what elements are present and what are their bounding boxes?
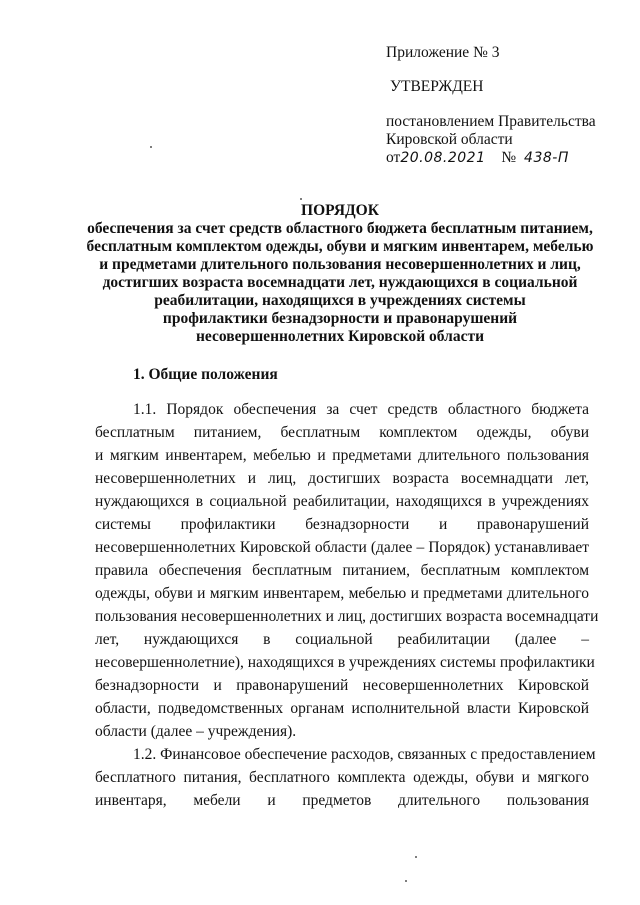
decree-number-handwritten: 438-П — [524, 150, 569, 166]
title-line-2: бесплатным комплектом одежды, обуви и мягким инвентарем, мебелью — [86, 238, 594, 255]
scan-speck — [415, 856, 417, 858]
decree-line-1: постановлением Правительства — [386, 113, 596, 130]
document-title: ПОРЯДОК — [301, 202, 379, 219]
paragraph-line: нуждающихся в социальной реабилитации, находящихся в учреждениях — [95, 493, 589, 510]
appendix-label: Приложение № 3 — [386, 44, 500, 61]
title-line-4: достигших возраста восемнадцати лет, нуждающихся в социальной — [102, 274, 578, 291]
scan-speck — [150, 146, 152, 148]
scan-speck — [405, 880, 407, 882]
paragraph-line: 1.2. Финансовое обеспечение расходов, связанных с предоставлением — [133, 746, 596, 763]
title-line-3: и предметами длительного пользования несовершеннолетних и лиц, — [99, 256, 581, 273]
paragraph-line: области (далее – учреждения). — [95, 723, 297, 740]
paragraph-line: несовершеннолетних и лиц, достигших возраста восемнадцати лет, — [95, 470, 589, 487]
decree-from-label: от — [386, 149, 401, 166]
title-line-6: профилактики безнадзорности и правонарушений — [162, 310, 518, 327]
approved-label: УТВЕРЖДЕН — [390, 78, 484, 95]
paragraph-line: системы профилактики безнадзорности и правонарушений — [95, 516, 589, 533]
paragraph-line: лет, нуждающихся в социальной реабилитации (далее – — [95, 631, 589, 648]
title-line-7: несовершеннолетних Кировской области — [195, 328, 485, 345]
paragraph-line: области, подведомственных органам исполнительной власти Кировской — [95, 700, 589, 717]
paragraph-line: пользования несовершеннолетних и лиц, достигших возраста восемнадцати — [95, 608, 599, 625]
section-heading: 1. Общие положения — [133, 366, 278, 383]
decree-date-line — [386, 149, 569, 167]
paragraph-line: 1.1. Порядок обеспечения за счет средств областного бюджета — [133, 401, 589, 418]
paragraph-line: правила обеспечения бесплатным питанием, бесплатным комплектом — [95, 562, 589, 579]
paragraph-line: инвентаря, мебели и предметов длительного пользования — [95, 792, 589, 809]
decree-line-2: Кировской области — [386, 131, 513, 148]
paragraph-line: одежды, обуви и мягким инвентарем, мебелью и предметами длительного — [95, 585, 589, 602]
paragraph-line: и мягким инвентарем, мебелью и предметами длительного пользования — [95, 447, 589, 464]
paragraph-line: бесплатным питанием, бесплатным комплектом одежды, обуви — [95, 424, 589, 441]
scan-speck — [300, 198, 302, 200]
decree-date-handwritten: 20.08.2021 — [400, 150, 486, 166]
paragraph-line: несовершеннолетние), находящихся в учреждениях системы профилактики — [95, 654, 595, 671]
decree-no-label: № — [501, 149, 517, 166]
title-line-1: обеспечения за счет средств областного бюджета бесплатным питанием, — [87, 220, 593, 237]
paragraph-line: бесплатного питания, бесплатного комплекта одежды, обуви и мягкого — [95, 769, 589, 786]
title-line-5: реабилитации, находящихся в учреждениях системы — [154, 292, 526, 309]
paragraph-line: безнадзорности и правонарушений несовершеннолетних Кировской — [95, 677, 589, 694]
paragraph-line: несовершеннолетних Кировской области (далее – Порядок) устанавливает — [95, 539, 589, 556]
